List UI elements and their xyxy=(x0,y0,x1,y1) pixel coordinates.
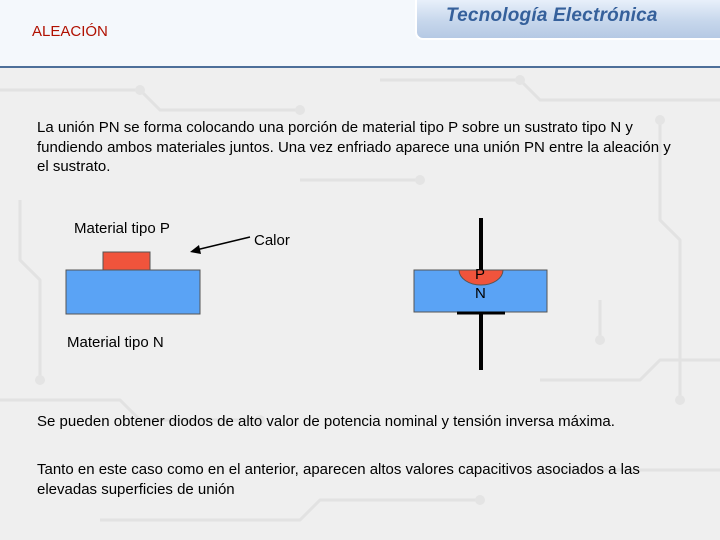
heat-arrow-line xyxy=(196,237,250,250)
n-material-label: Material tipo N xyxy=(67,334,164,351)
logo-title: Tecnología Electrónica xyxy=(446,5,658,26)
section-title: ALEACIÓN xyxy=(32,23,108,40)
intro-paragraph: La unión PN se forma colocando una porción de material tipo P sobre un sustrato tipo N y fundiendo ambos materiales juntos. Una vez enfriado aparece una unión PN entre la aleación y el sustrato. xyxy=(37,119,671,175)
note-paragraph-1: Se pueden obtener diodos de alto valor de potencia nominal y tensión inversa máxima. xyxy=(37,413,615,430)
p-material-block xyxy=(103,252,150,270)
heat-label: Calor xyxy=(254,232,290,249)
p-region-label: P xyxy=(475,266,486,283)
note-paragraph-2: Tanto en este caso como en el anterior, aparecen altos valores capacitivos asociados a las elevadas superficies de unión xyxy=(37,461,640,498)
heat-arrow-head xyxy=(190,245,201,254)
n-region-label: N xyxy=(475,285,486,302)
p-material-label: Material tipo P xyxy=(74,220,170,237)
n-substrate-block xyxy=(66,270,200,314)
